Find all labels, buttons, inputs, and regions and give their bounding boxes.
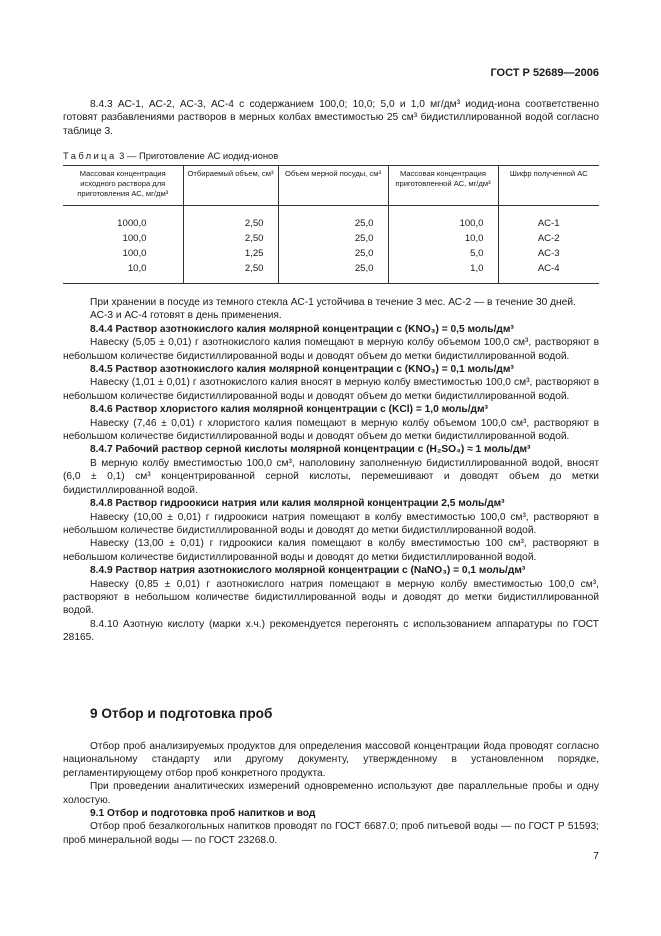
paragraph-8-4-10: 8.4.10 Азотную кислоту (марки х.ч.) рекомендуется перегонять с использованием аппаратуры по ГОСТ 28165. xyxy=(63,618,599,644)
body-text-9 xyxy=(63,740,599,847)
table-header-cell: Массовая концентрация исходного раствора для приготовления АС, мг/дм³ xyxy=(63,166,183,206)
table-cell: 1,25 xyxy=(183,246,278,262)
table-header-cell: Массовая концентрация приготовленной АС, мг/дм³ xyxy=(388,166,498,206)
section-9-heading: 9 Отбор и подготовка проб xyxy=(90,706,273,721)
table-cell: 100,0 xyxy=(388,206,498,231)
paragraph-9-1: Отбор проб безалкогольных напитков проводят по ГОСТ 6687.0; проб питьевой воды — по ГОСТ Р 51593; проб минеральной воды — по ГОСТ 23268.0. xyxy=(63,821,599,846)
table-cell: 25,0 xyxy=(278,246,388,262)
table-cell: АС-2 xyxy=(498,231,599,247)
heading-8-4-5: 8.4.5 Раствор азотнокислого калия молярной концентрации c (KNO₃) = 0,1 моль/дм³ xyxy=(90,364,514,376)
table-cell: 100,0 xyxy=(122,232,147,244)
table-cell: 2,50 xyxy=(183,206,278,231)
paragraph-8-4-8-potassium: Навеску (13,00 ± 0,01) г гидроокиси калия помещают в колбу вместимостью 100 см³, растворяют в небольшом количестве бидистиллированной воды и доводят до метки бидистиллированной водой. xyxy=(63,538,599,563)
table-row xyxy=(63,246,599,262)
paragraph-9-sampling: Отбор проб анализируемых продуктов для определения массовой концентрации йода проводят согласно национальному стандарту или другому документу, утвержденному в установленном порядке, регламентирующему отбор проб конкретного продукта. xyxy=(63,741,599,779)
table-caption xyxy=(63,149,599,162)
paragraph-8-4-4: Навеску (5,05 ± 0,01) г азотнокислого калия помещают в мерную колбу объемом 100,0 см³, растворяют в небольшом количестве бидистиллированной воды и доводят объем до метки бидистиллированной водой. xyxy=(63,337,599,362)
table-cell: 1,0 xyxy=(388,262,498,284)
paragraph-9-parallel: При проведении аналитических измерений одновременно используют две параллельные пробы и одну холостую. xyxy=(63,781,599,806)
table-cell: 25,0 xyxy=(278,262,388,284)
table-row xyxy=(63,231,599,247)
table-row xyxy=(63,262,599,284)
paragraph-8-4-3 xyxy=(63,98,599,138)
page-number: 7 xyxy=(593,850,599,862)
paragraph-8-4-8-sodium: Навеску (10,00 ± 0,01) г гидроокиси натрия помещают в колбу вместимостью 100,0 см³, растворяют в небольшом количестве бидистиллированной воды и доводят до метки бидистиллированной водой. xyxy=(63,511,599,536)
table-cell: 2,50 xyxy=(183,231,278,247)
body-text-8-4 xyxy=(63,296,599,645)
paragraph-storage: При хранении в посуде из темного стекла АС-1 устойчива в течение 3 мес. АС-2 — в течение 30 дней. xyxy=(90,297,576,308)
heading-8-4-8: 8.4.8 Раствор гидроокиси натрия или калия молярной концентрации 2,5 моль/дм³ xyxy=(90,498,505,510)
paragraph-8-4-9: Навеску (0,85 ± 0,01) г азотнокислого натрия помещают в мерную колбу вместимостью 100,0 см³, растворяют в небольшом количестве бидистиллированной воды и доводят до метки бидистиллированной водой. xyxy=(63,578,599,617)
table-cell: 100,0 xyxy=(122,248,147,260)
table-cell: АС-4 xyxy=(498,262,599,284)
table-header-cell: Шифр полученной АС xyxy=(498,166,599,206)
heading-8-4-4: 8.4.4 Раствор азотнокислого калия молярной концентрации c (KNO₃) = 0,5 моль/дм³ xyxy=(90,323,514,335)
paragraph-ac34: АС-3 и АС-4 готовят в день применения. xyxy=(90,310,282,322)
table-row xyxy=(63,206,599,231)
heading-8-4-7: 8.4.7 Рабочий раствор серной кислоты молярной концентрации c (H₂SO₄) ≈ 1 моль/дм³ xyxy=(90,444,531,456)
table-cell: 2,50 xyxy=(183,262,278,284)
table-header-cell: Объем мерной посуды, см³ xyxy=(278,166,388,206)
table-header-cell: Отбираемый объем, см³ xyxy=(183,166,278,206)
table-cell: 25,0 xyxy=(278,231,388,247)
paragraph-8-4-6: Навеску (7,46 ± 0,01) г хлористого калия помещают в мерную колбу объемом 100,0 см³, растворяют в небольшом количестве бидистиллированной воды и доводят объем до метки бидистиллированной водой. xyxy=(63,417,599,443)
table-caption-word: Таблица xyxy=(63,150,117,161)
heading-9-1: 9.1 Отбор и подготовка проб напитков и вод xyxy=(90,808,316,820)
table-3 xyxy=(63,165,599,284)
heading-8-4-6: 8.4.6 Раствор хлористого калия молярной концентрации c (KCl) = 1,0 моль/дм³ xyxy=(90,404,488,416)
paragraph-8-4-5: Навеску (1,01 ± 0,01) г азотнокислого калия вносят в мерную колбу вместимостью 100,0 см³, растворяют в небольшом количестве бидистиллированной воды и доводят объем до метки бидистиллированной водой. xyxy=(63,377,599,402)
paragraph-8-4-7: В мерную колбу вместимостью 100,0 см³, наполовину заполненную бидистиллированной водой, вносят (6,0 ± 0,1) см³ концентрированной серной кислоты, перемешивают и доводят объем до метки бидистиллированной водой. xyxy=(63,457,599,496)
heading-8-4-9: 8.4.9 Раствор натрия азотнокислого молярной концентрации c (NaNO₃) = 0,1 моль/дм³ xyxy=(90,565,526,577)
table-caption-title: 3 — Приготовление АС иодид-ионов xyxy=(119,150,279,161)
page-header: ГОСТ Р 52689—2006 xyxy=(490,67,599,79)
table-cell: 10,0 xyxy=(388,231,498,247)
table-cell: АС-3 xyxy=(498,246,599,262)
table-cell: 10,0 xyxy=(63,262,183,284)
table-cell: АС-1 xyxy=(498,206,599,231)
table-cell: 5,0 xyxy=(388,246,498,262)
table-cell: 25,0 xyxy=(278,206,388,231)
table-header-row xyxy=(63,166,599,206)
table-cell: 1000,0 xyxy=(117,217,147,229)
paragraph-text: 8.4.3 АС-1, АС-2, АС-3, АС-4 с содержанием 100,0; 10,0; 5,0 и 1,0 мг/дм³ иодид-иона соответственно готовят разбавлениями растворов в мерных колбах вместимостью 25 см³ бидистиллированной водой согласно таблице 3. xyxy=(63,99,599,137)
